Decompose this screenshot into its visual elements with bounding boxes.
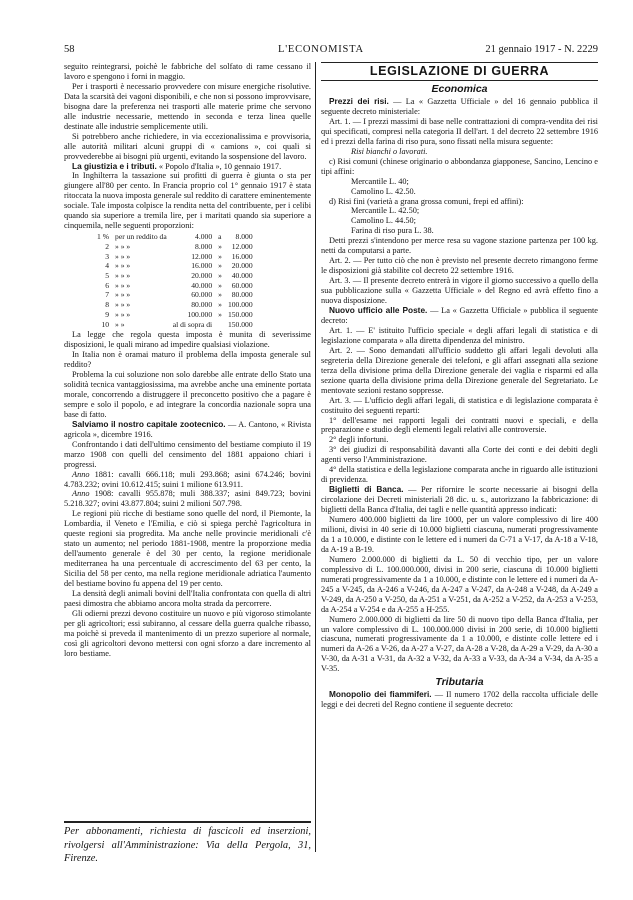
rate-cell-from: 60.000 [191,290,213,300]
rice-price-list [321,147,598,237]
price-item: Mercantile L. 40; [351,176,409,186]
section-title: LEGISLAZIONE DI GUERRA [321,62,598,81]
rate-cell-to: 20.000 [231,261,253,271]
article-biglietti [321,485,598,515]
paragraph: Per i trasporti è necessario provvedere con misure energiche risolutive. Data la scarsità dei vagoni disponibili, e che non si possono improvvisare, bisogna dare la preferenza nei trasporti alle materie prime che servono alle industrie necessarie, mettendo in seconda e terza linea quelle destinate alle industrie semplicemente utili. [64,81,311,131]
paragraph: Problema la cui soluzione non solo darebbe alle entrate dello Stato una solidità tecnica vantaggiosissima, ma avrebbe anche una eminente portata morale, concorrendo a distruggere il preconcetto positivo che a pagare è sempre e solo il popolo, e ad integrare la concordia nazionale sopra una base di fatto. [64,370,311,419]
reparto-item: 3° dei giudizi di responsabilità davanti alla Corte dei conti e dei debiti degli agenti verso l'Amministrazione. [321,445,598,465]
notice-rule [64,821,311,823]
census-data: 1881: cavalli 666.118; muli 293.868; asini 674.246; bovini 4.783.232; ovini 10.612.415; suini 1 milione 613.911. [64,469,311,489]
census-label: Anno [72,489,90,499]
rate-cell-to: 8.000 [235,232,253,242]
paragraph: Numero 2.000.000 di biglietti da L. 50 di vecchio tipo, per un valore complessivo di L. 100.000.000, divisi in 200 serie, ciascuna di 10.000 biglietti numerati progressivamente da 1 a 10.000, e distinte con le lettere ed i numeri da A-245 a V-245, da A-246 a V-246, da A-247 a V-247, da A-248 a V-248, da A-249 a V-249, da A-250 a V-250, da A-251 a V-251, da A-252 a V-252, da A-253 a V-253, da A-254 a V-254 e da A-255 a H-255. [321,554,598,614]
paragraph: Numero 2.000.000 di biglietti da lire 50 di nuovo tipo della Banca d'Italia, per un valore complessivo di L. 100.000.000 divisi in 200 serie, di 10.000 biglietti ciascuna, numerati progressivamente da 1 a 10.000, e distinte colle lettere ed i numeri da A-26 a V-26, da A-27 a V-27, da A-28 a V-28, da A-29 a V-29, da A-30 a V-30, da A-31 a V-31, da A-32 a V-32, da A-33 a V-33, da A-34 a V-34, da A-35 a V-35. [321,614,598,674]
rate-row [94,271,256,281]
census-data: 1908: cavalli 955.878; muli 388.337; asini 849.723; bovini 5.218.327; ovini 43.877.804; suini 2 milioni 507.798. [64,489,311,509]
rate-row [94,310,256,320]
rate-cell-from: 40.000 [191,280,213,290]
rate-cell-a: » [218,300,222,310]
paragraph: Gli odierni prezzi devono costituire un nuovo e più vigoroso stimolante per gli agricoltori; essi subiranno, al cessare della guerra qualche ribasso, ma poichè si preveda il mantenimento di un prezzo superiore al normale, così gli agricoltori devono mettersi con ogni sforzo a dare incremento al loro bestiame. [64,608,311,658]
rate-cell-pct: 3 [105,251,110,261]
right-column [321,62,598,710]
rate-cell-mid: » » » [115,290,131,300]
page-number: 58 [64,44,75,55]
rate-cell-mid: » » » [115,280,131,290]
decree-article: Art. 3. — L'ufficio degli affari legali, di statistica e di legislazione comparata è costituito dei seguenti reparti: [321,395,598,415]
rate-cell-a: » [218,271,222,281]
rate-cell-from: 8.000 [195,241,213,251]
paragraph: Si potrebbero anche richiedere, in via eccezionalissima e provvisoria, alle autorità militari alcuni gruppi di « camions », coi quali si provvederebbe ai bisogni più urgenti, evitando la sospensione del lavoro. [64,131,311,161]
rate-cell-a: » [218,251,222,261]
paragraph: La densità degli animali bovini dell'Italia confrontata con quella di altri paesi dimostra che abbiamo ancora molta strada da percorrere. [64,589,311,608]
rate-cell-from: al di sopra di [172,319,213,329]
rate-cell-mid: » » » [115,309,131,319]
article-heading: Salviamo il nostro capitale zootecnico. [72,418,226,429]
tax-rate-table [94,232,256,329]
paragraph: Le regioni più ricche di bestiame sono quelle del nord, il Piemonte, la Lombardia, il Veneto e l'Emilia, e ciò si spiega perchè l'agricoltura in queste regioni sia progredita. Ma anche nelle provincie meridionali c'è stato un aumento; nel periodo 1881-1908, mentre la proporzione media dell'aumento generale è del 30 per cento, la regione meridionale mediterranea ha una percentuale di accrescimento del 63 per cento, la Sicilia del 58 per cento, ma nella regione meridionale adriatica l'aumento del bestiame bovino fu appena del 19 per cento. [64,509,311,589]
article-intro: — La « Gazzetta Ufficiale » del 16 gennaio pubblica il seguente decreto ministeriale: [321,97,598,116]
rate-cell-pct: 1 % [97,232,110,242]
article-source: « Popolo d'Italia », 10 gennaio 1917. [156,161,282,171]
rate-cell-pct: 7 [105,290,110,300]
rate-cell-to: 100.000 [227,300,253,310]
article-heading: Nuovo ufficio alle Poste. [329,305,428,316]
decree-article: Art. 2. — Per tutto ciò che non è previsto nel presente decreto rimangono ferme le disposizioni già stabilite col decreto 22 settembre 1916. [321,256,598,276]
article-intro: — Il numero 1702 della raccolta ufficiale delle leggi e dei decreti del Regno contiene il seguente decreto: [321,690,598,710]
rate-cell-a: » [218,280,222,290]
rate-row [94,281,256,291]
price-item: Farina di riso pura L. 38. [351,226,434,236]
reparto-item: 1° dell'esame nei rapporti legali dei contratti nuovi e speciali, e della preparazione e studio degli elementi legali relativi alle controversie. [321,415,598,435]
paragraph: Confrontando i dati dell'ultimo censimento del bestiame compiuto il 19 marzo 1908 con quelli del censimento del 1881 appaiono chiari i progressi. [64,439,311,469]
rate-cell-mid: » » » [115,271,131,281]
rate-cell-to: 40.000 [231,271,253,281]
issue-date: 21 gennaio 1917 - N. 2229 [485,44,598,55]
rate-cell-pct: 2 [105,241,110,251]
subscription-notice [64,825,311,866]
rate-row [94,242,256,252]
reparto-item: 4° della statistica e della legislazione comparata anche in riguardo alle istituzioni di previdenza. [321,465,598,485]
rate-row [94,232,256,242]
rate-cell-a: » [218,290,222,300]
rate-cell-mid: per un reddito da [115,232,167,242]
price-item: Mercantile L. 42.50; [351,206,420,216]
rate-cell-pct: 4 [105,261,110,271]
subsection-heading-economica: Economica [431,83,488,95]
article-giustizia [64,162,311,172]
rate-cell-mid: » » » [115,300,131,310]
article-intro: — La « Gazzetta Ufficiale » pubblica il seguente decreto: [321,306,598,325]
article-zootecnico [64,420,311,440]
paragraph: Detti prezzi s'intendono per merce resa su vagone stazione partenza per 100 kg. netti da computarsi a parte. [321,236,598,256]
rate-cell-to: 60.000 [231,280,253,290]
rice-category: Risi bianchi o lavorati. [351,146,428,156]
rate-cell-mid: » » » [115,251,131,261]
rate-cell-from: 80.000 [191,300,213,310]
rate-cell-a [215,320,225,330]
rice-type: c) Risi comuni (chinese originario o abbondanza giapponese, Sancino, Lencino e tipi affini: [321,156,598,176]
census-label: Anno [72,469,90,479]
rate-row [94,261,256,271]
decree-article: Art. 3. — Il presente decreto entrerà in vigore il giorno successivo a quello della sua pubblicazione sulla « Gazzetta Ufficiale » del Regno ed avrà effetto fino a nuova disposizione. [321,276,598,306]
article-heading: La giustizia e i tributi. [72,160,157,171]
journal-title: L'ECONOMISTA [278,44,364,55]
notice-address: Via della Pergola, 31, Firenze. [64,839,311,865]
rate-cell-pct: 6 [105,280,110,290]
notice-text: Per abbonamenti, richiesta di fascicoli ed inserzioni, rivolgersi all'Amministrazione: [64,826,311,851]
article-source: — A. Cantono, « Rivista agricola », dicembre 1916. [64,419,312,439]
article-intro: — Per rifornire le scorte necessarie ai bisogni della circolazione dei Decreti ministeriali 28 dic. u. s., autorizzano la fabbricazione: di biglietti della Banca d'Italia, dei tagli e nelle quantità appresso indicati: [321,485,598,515]
rice-type: d) Risi fini (varietà a grana grossa comuni, frepi ed affini): [329,196,524,206]
reparto-item: 2° degli infortuni. [329,435,389,445]
article-ufficio-poste [321,306,598,326]
rate-cell-from: 100.000 [187,309,213,319]
rate-cell-from: 20.000 [191,271,213,281]
rate-cell-pct: 9 [105,309,110,319]
article-heading: Monopolio dei fiammiferi. [329,689,432,700]
rate-cell-to: 150.000 [227,319,253,329]
article-monopolio [321,690,598,710]
paragraph: seguito reintegrarsi, poichè le fabbriche del solfato di rame cessano il lavoro e spengono i forni in maggio. [64,62,311,81]
rate-row [94,252,256,262]
column-divider [315,62,316,852]
price-item: Camolino L. 42.50. [351,186,416,196]
rate-row [94,320,256,330]
left-column [64,62,311,659]
rate-cell-a: a [218,232,222,242]
rate-row [94,290,256,300]
article-prezzi-risi [321,97,598,117]
rate-cell-to: 80.000 [231,290,253,300]
rate-cell-pct: 10 [101,319,110,329]
article-heading: Biglietti di Banca. [329,484,404,495]
rate-cell-from: 12.000 [191,251,213,261]
decree-article: Art. 1. — I prezzi massimi di base nelle contrattazioni di compra-vendita dei risi qui specificati, compresi nella categoria II dell'art. 1 del decreto 22 settembre 1916 ed i prezzi della farina di riso pura, sono fissati nella misura seguente: [321,116,598,146]
rate-cell-a: » [218,309,222,319]
page-header [64,44,598,58]
rate-cell-mid: » » » [115,261,131,271]
subsection-heading-tributaria: Tributaria [435,676,484,689]
rate-cell-a: » [218,261,222,271]
paragraph: In Inghilterra la tassazione sui profitti di guerra è giunta o sta per giungere all'80 per cento. In Francia proprio col 1° gennaio 1917 è stata ritoccata la nuova imposta generale sul reddito di carattere eminentemente sociale. Tale imposta colpisce la rendita netta del contribuente, per i celibi quando sia superiore a tremila lire, per i maritati quando sia superiore a cinquemila, nelle seguenti proporzioni: [64,171,311,231]
rate-cell-mid: » » [115,319,125,329]
rate-cell-pct: 5 [105,271,110,281]
price-item: Camolino L. 44.50; [351,216,416,226]
rate-cell-to: 12.000 [231,241,253,251]
rate-cell-to: 150.000 [227,309,253,319]
decree-article: Art. 2. — Sono demandati all'ufficio suddetto gli affari legali devoluti alla segreteria della Direzione generale dei telefoni, e gli affari assegnati alla sezione terza della divisione prima della Direzione generale dei vaglia e risparmi ed alla sezione quarta della divisione prima della Direzione generale del Segretariato. Le mentovate sezioni restano soppresse. [321,345,598,395]
rate-cell-from: 4.000 [195,232,213,242]
rate-row [94,300,256,310]
paragraph: In Italia non è oramai maturo il problema della imposta generale sul reddito? [64,350,311,370]
rate-cell-mid: » » » [115,241,131,251]
census-1908 [64,489,311,509]
paragraph: Numero 400.000 biglietti da lire 1000, per un valore complessivo di lire 400 milioni, divisi in 40 serie di 10.000 biglietti ciascuna, numerati progressivamente da 1 a 10.000, e distinte con le lettere ed i numeri da C-71 a V-17, da A-18 a V-18, da A-19 a B-19. [321,515,598,554]
paragraph: La legge che regola questa imposta è munita di severissime disposizioni, le quali mirano ad impedire qualsiasi violazione. [64,330,311,350]
rate-cell-from: 16.000 [191,261,213,271]
article-heading: Prezzi dei risi. [329,96,389,106]
rate-cell-to: 16.000 [231,251,253,261]
rate-cell-pct: 8 [105,300,110,310]
rate-cell-a: » [218,241,222,251]
census-1881 [64,470,311,490]
decree-article: Art. 1. — E' istituito l'ufficio speciale « degli affari legali di statistica e di legislazione comparata » alla diretta dipendenza del ministro. [321,325,598,345]
